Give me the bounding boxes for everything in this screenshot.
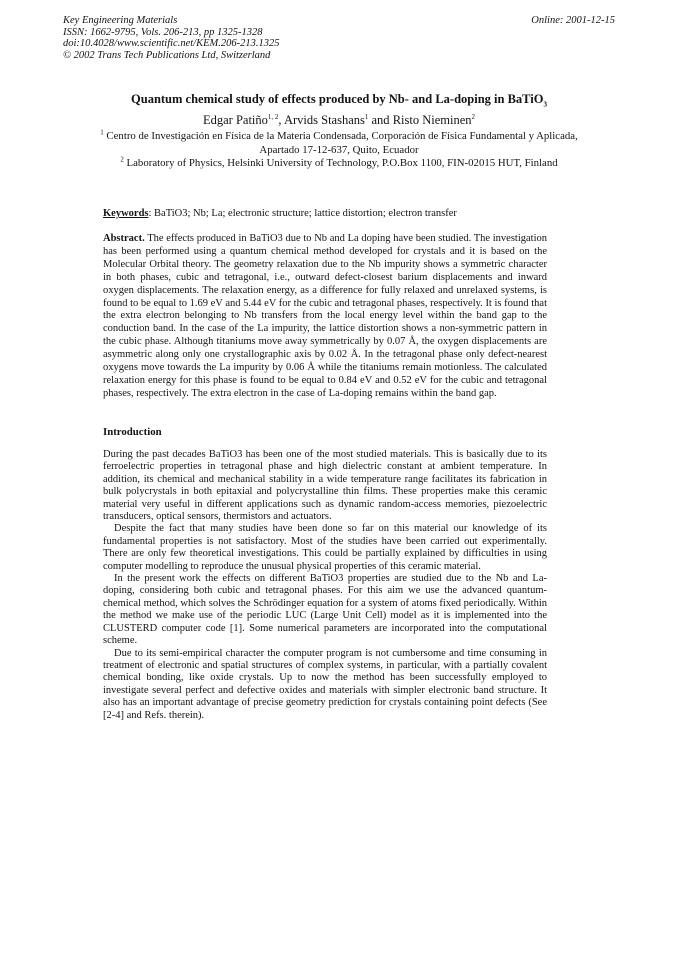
author-separator: and: [368, 113, 393, 127]
issn-line: ISSN: 1662-9795, Vols. 206-213, pp 1325-1328: [63, 26, 263, 38]
affiliation-2-text: Laboratory of Physics, Helsinki University of Technology, P.O.Box 1100, FIN-02015 HUT, Finland: [123, 157, 558, 169]
author-2-affil: 1: [364, 112, 369, 121]
journal-name: Key Engineering Materials: [63, 15, 178, 26]
author-3-affil: 2: [471, 112, 476, 121]
journal-header: [63, 15, 280, 61]
copyright-line: © 2002 Trans Tech Publications Ltd, Switzerland: [63, 49, 271, 61]
paragraph: Despite the fact that many studies have been done so far on this material our knowledge of its fundamental properties is not satisfactory. Most of the studies have been carried out experimentally. There are only few theoretical investigations. This could be partially explained by difficulties in using computer modelling to reproduce the unusual physical properties of this ceramic material.: [103, 523, 547, 572]
title-subscript: 3: [543, 100, 547, 109]
keywords-text: : BaTiO3; Nb; La; electronic structure; lattice distortion; electron transfer: [148, 208, 457, 219]
paragraph: During the past decades BaTiO3 has been one of the most studied materials. This is basically due to its ferroelectric properties in tetragonal phase and high dielectric constant at ambient temperature. In addition, its chemical and mechanical stability in a wide temperature range facilitates its fabrication in bulk polycrystals in both epitaxial and polycrystalline thin films. These properties make this ceramic material very useful in different applications such as dynamic random-access memories, piezoelectric transducers, optical sensors, thermistors and actuators.: [103, 449, 547, 523]
author-3: Risto Nieminen: [392, 113, 472, 127]
author-1: Edgar Patiño: [202, 113, 268, 127]
paragraph: In the present work the effects on different BaTiO3 properties are studied due to the Nb and La-doping, considering both cubic and tetragonal phases. For this aim we use the advanced quantum-chemical method, which solves the Schrödinger equation for a system of atoms fixed periodically. Within the method we make use of the periodic LUC (Large Unit Cell) model as it is implemented into the CLUSTERD computer code [1]. Some numerical parameters are incorporated into the computational scheme.: [103, 573, 547, 647]
author-1-affil: 1, 2: [267, 112, 279, 121]
affiliation-1: [100, 129, 578, 157]
online-date: Online: 2001-12-15: [531, 15, 615, 26]
author-list: [60, 113, 618, 128]
affiliation-1-text: Centro de Investigación en Física de la Materia Condensada, Corporación de Física Fundamental y Aplicada, Apartado 17-12-637, Quito, Ecuador: [103, 130, 578, 156]
paragraph: Due to its semi-empirical character the computer program is not cumbersome and time consuming in treatment of electronic and spatial structures of complex systems, in particular, with a partially covalent chemical bonding, like oxide crystals. Up to now the method has been successfully employed to investigate several perfect and defective oxides and materials with simpler electronic band structure. It also has an important advantage of precise geometry prediction for crystals containing point defects (See [2-4] and Refs. therein).: [103, 647, 547, 721]
keywords-label: Keywords: [103, 208, 149, 219]
affiliation-1-number: 1: [100, 128, 104, 137]
introduction-body: [103, 449, 547, 722]
abstract-text: The effects produced in BaTiO3 due to Nb and La doping have been studied. The investigation has been performed using a quantum chemical method developed for crystals and it is based on the Molecular Orbital theory. The geometry relaxation due to the Nb impurity shows a symmetric character in both phases, cubic and tetragonal, i.e., outward defect-closest barium displacements and inward oxygen displacements. The relaxation energy, as a difference for fully relaxed and unrelaxed systems, is found to be equal to 1.69 eV and 5.44 eV for the cubic and tetragonal phases, respectively. It is found that the extra electron belonging to Nb transfers from the local energy level within the band gap to the conduction band. In the case of the La impurity, the lattice distortion shows a non-symmetric pattern in the cubic phase. Although titaniums move away symmetrically by 0.07 Å, the oxygen displacements are asymmetric along only one crystallographic axis by 0.02 Å. In the tetragonal phase only defect-nearest oxygens move towards the La impurity by 0.06 Å while the titaniums remain motionless. The calculated relaxation energy for this phase is found to be equal to 0.84 eV and 0.52 eV for the cubic and tetragonal phases, respectively. The extra electron in the case of La-doping remains within the band gap.: [103, 233, 547, 399]
abstract-label: Abstract.: [103, 233, 145, 244]
affiliation-2: [100, 156, 578, 170]
affiliation-2-number: 2: [120, 155, 124, 164]
keywords: [103, 208, 457, 219]
title-text: Quantum chemical study of effects produced by Nb- and La-doping in BaTiO: [131, 92, 544, 106]
introduction-heading: Introduction: [103, 426, 162, 438]
paper-title: [60, 92, 618, 107]
author-2: Arvids Stashans: [283, 113, 365, 127]
abstract: [103, 233, 547, 401]
author-separator: ,: [278, 113, 284, 127]
doi-link[interactable]: doi:10.4028/www.scientific.net/KEM.206-213.1325: [63, 38, 280, 49]
